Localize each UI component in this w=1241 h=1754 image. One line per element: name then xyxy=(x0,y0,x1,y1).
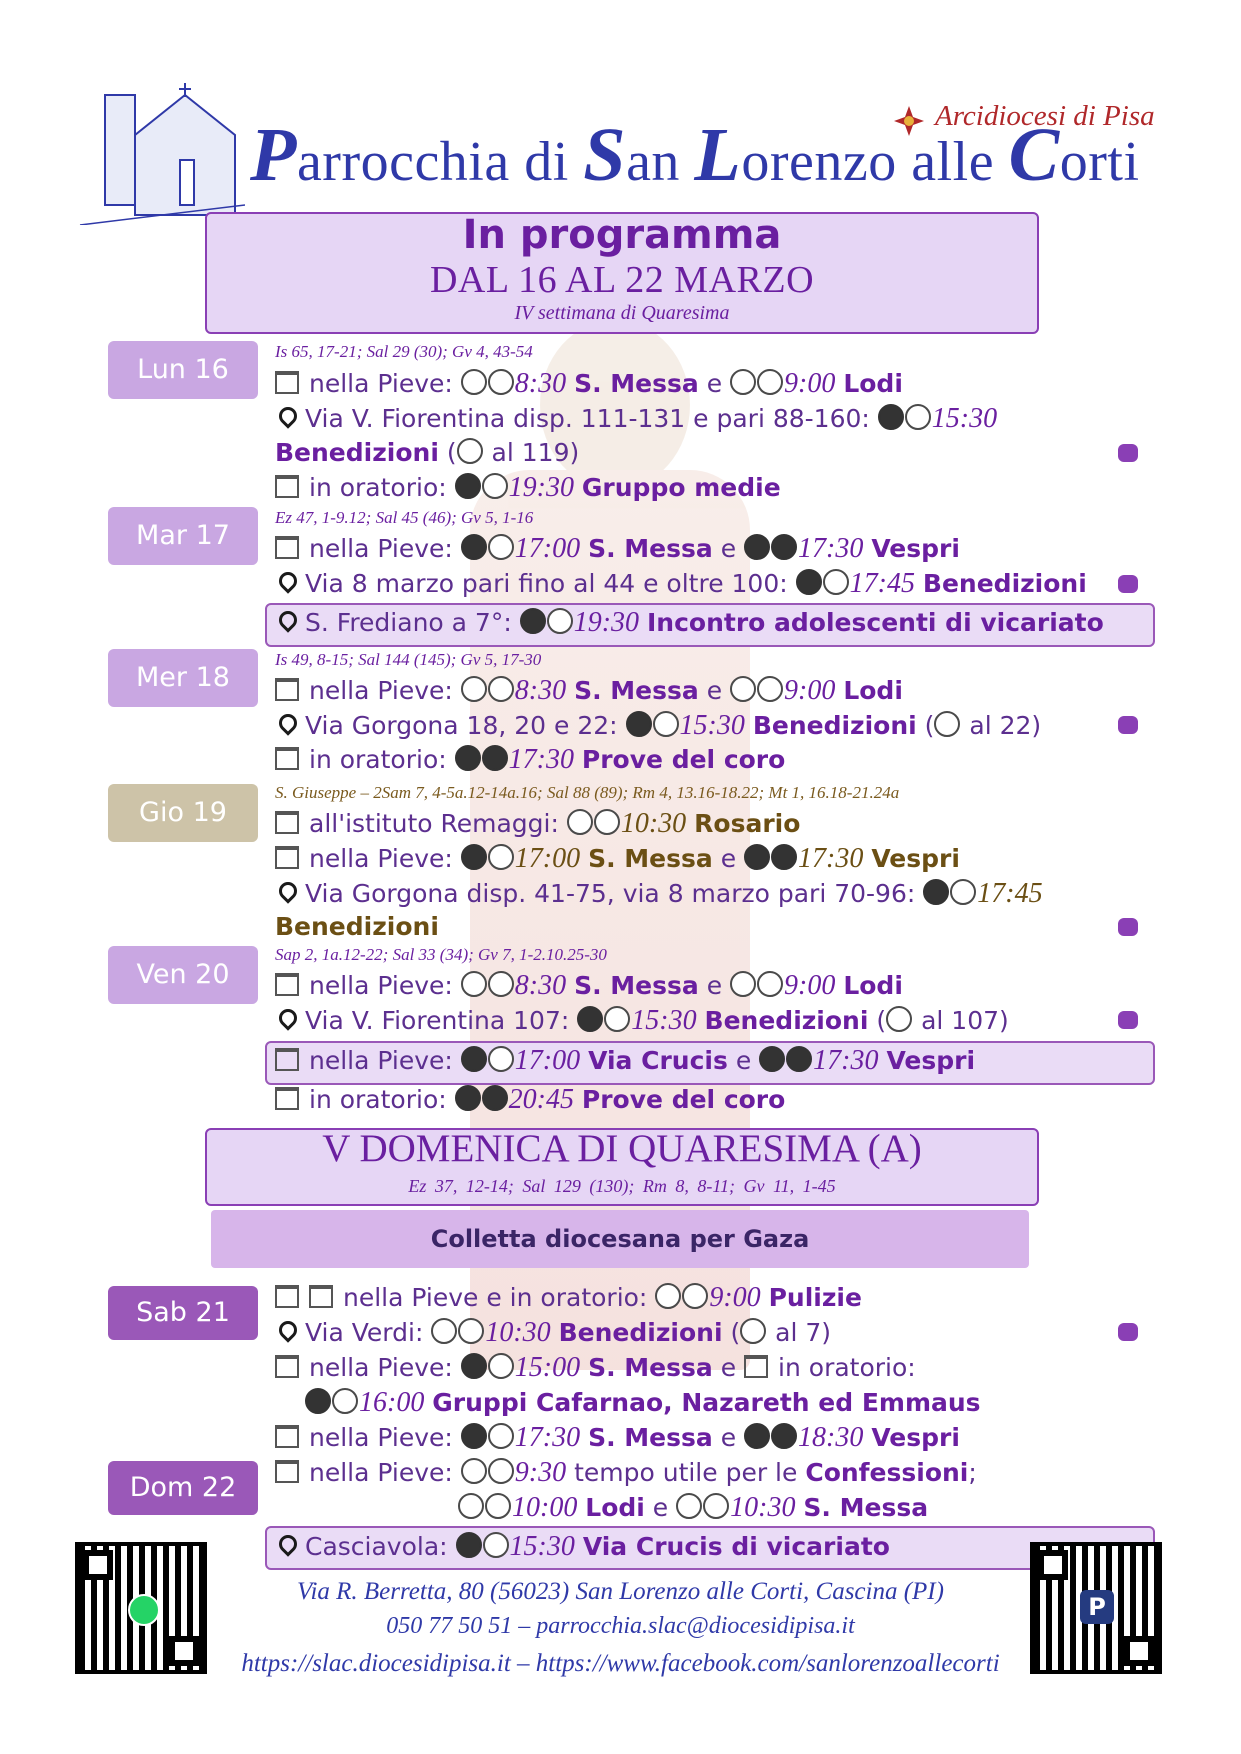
clock-icon xyxy=(461,1046,487,1072)
prayer-icon xyxy=(771,534,797,560)
event-row: nella Pieve: 8:30 S. Messa e 9:00 Lodi xyxy=(275,675,903,707)
mass-icon xyxy=(488,1353,514,1379)
clock-icon xyxy=(923,879,949,905)
clock-icon xyxy=(730,971,756,997)
new-badge-icon xyxy=(1118,1011,1138,1029)
mass-icon xyxy=(488,534,514,560)
clock-icon xyxy=(461,971,487,997)
day-label: Sab 21 xyxy=(108,1286,258,1340)
clock-icon xyxy=(455,1085,481,1111)
event-row: nella Pieve: 17:30 S. Messa e 18:30 Vespri xyxy=(275,1422,960,1454)
sunday-header-box xyxy=(205,1128,1039,1206)
church-icon xyxy=(275,1048,299,1071)
rosary-icon xyxy=(594,809,620,835)
clock-icon xyxy=(655,1283,681,1309)
choir-icon xyxy=(482,745,508,771)
prayer-icon xyxy=(757,369,783,395)
sunday-title: V DOMENICA DI QUARESIMA (A) xyxy=(322,1127,922,1170)
clock-icon xyxy=(455,745,481,771)
prayer-icon xyxy=(771,1423,797,1449)
readings: Is 65, 17-21; Sal 29 (30); Gv 4, 43-54 xyxy=(275,342,533,361)
location-pin-icon xyxy=(275,1005,300,1030)
prayer-icon xyxy=(934,711,960,737)
event-row: in oratorio: 20:45 Prove del coro xyxy=(275,1084,785,1116)
clock-icon xyxy=(458,1493,484,1519)
oratory-icon xyxy=(275,747,299,770)
clock-icon xyxy=(759,1046,785,1072)
day-label: Gio 19 xyxy=(108,784,258,842)
clock-icon xyxy=(455,473,481,499)
cross-icon xyxy=(488,1046,514,1072)
clock-icon xyxy=(878,404,904,430)
event-row: nella Pieve: 15:00 S. Messa e in oratorio: xyxy=(275,1352,916,1384)
event-row: Via 8 marzo pari fino al 44 e oltre 100: 17:45 Benedizioni xyxy=(275,568,1087,600)
location-pin-icon xyxy=(275,1531,300,1556)
church-icon xyxy=(275,1285,299,1308)
event-row: Benedizioni xyxy=(275,912,439,941)
group-icon xyxy=(332,1388,358,1414)
location-pin-icon xyxy=(275,607,300,632)
parish-contact[interactable]: 050 77 50 51 – parrocchia.slac@diocesidipisa.it xyxy=(386,1613,855,1639)
prayer-icon xyxy=(771,844,797,870)
event-row: Via Verdi: 10:30 Benedizioni ( al 7) xyxy=(275,1317,831,1349)
new-badge-icon xyxy=(1118,1323,1138,1341)
blessing-icon xyxy=(653,711,679,737)
oratory-icon xyxy=(309,1285,333,1308)
event-row: 10:00 Lodi e 10:30 S. Messa xyxy=(458,1492,928,1524)
day-label: Mer 18 xyxy=(108,649,258,707)
oratory-icon xyxy=(744,1355,768,1378)
clock-icon xyxy=(431,1318,457,1344)
cross-icon xyxy=(483,1532,509,1558)
day-label: Lun 16 xyxy=(108,341,258,399)
clock-icon xyxy=(744,844,770,870)
clock-icon xyxy=(305,1388,331,1414)
vicariate-logo-icon xyxy=(547,608,573,634)
readings: S. Giuseppe – 2Sam 7, 4-5a.12-14a.16; Sal 88 (89); Rm 4, 13.16-18.22; Mt 1, 16.18-21.24a xyxy=(275,783,900,802)
collection-banner: Colletta diocesana per Gaza xyxy=(211,1210,1029,1268)
event-row: nella Pieve: 17:00 S. Messa e 17:30 Vespri xyxy=(275,533,960,565)
prayer-icon xyxy=(786,1046,812,1072)
program-dates: DAL 16 AL 22 MARZO xyxy=(429,259,815,301)
oratory-icon xyxy=(275,475,299,498)
church-icon xyxy=(275,371,299,394)
event-row: nella Pieve: 9:30 tempo utile per le Confessioni; xyxy=(275,1457,977,1489)
group-icon xyxy=(482,473,508,499)
mass-icon xyxy=(703,1493,729,1519)
church-icon xyxy=(275,973,299,996)
blessing-icon xyxy=(950,879,976,905)
event-row: Casciavola: 15:30 Via Crucis di vicariato xyxy=(275,1531,890,1563)
confession-icon xyxy=(488,1458,514,1484)
clock-icon xyxy=(567,809,593,835)
clock-icon xyxy=(461,844,487,870)
clock-icon xyxy=(577,1006,603,1032)
event-row: in oratorio: 17:30 Prove del coro xyxy=(275,744,785,776)
day-label: Mar 17 xyxy=(108,507,258,565)
church-icon xyxy=(275,536,299,559)
clock-icon xyxy=(520,608,546,634)
clock-icon xyxy=(730,369,756,395)
mass-icon xyxy=(488,369,514,395)
event-row: S. Frediano a 7°: 19:30 Incontro adolescenti di vicariato xyxy=(275,607,1104,639)
program-header-box xyxy=(205,212,1039,334)
program-week: IV settimana di Quaresima xyxy=(514,302,730,324)
readings: Is 49, 8-15; Sal 144 (145); Gv 5, 17-30 xyxy=(275,650,542,669)
location-pin-icon xyxy=(275,403,300,428)
prayer-icon xyxy=(757,676,783,702)
church-icon xyxy=(275,1355,299,1378)
day-label: Dom 22 xyxy=(108,1461,258,1515)
readings: Ez 47, 1-9.12; Sal 45 (46); Gv 5, 1-16 xyxy=(275,508,534,527)
clock-icon xyxy=(796,569,822,595)
event-row: nella Pieve: 17:00 S. Messa e 17:30 Vespri xyxy=(275,843,960,875)
blessing-icon xyxy=(905,404,931,430)
institute-icon xyxy=(275,811,299,834)
blessing-icon xyxy=(823,569,849,595)
location-pin-icon xyxy=(275,568,300,593)
clock-icon xyxy=(461,1458,487,1484)
event-row: 16:00 Gruppi Cafarnao, Nazareth ed Emmaus xyxy=(305,1387,981,1419)
event-row: nella Pieve: 17:00 Via Crucis e 17:30 Vespri xyxy=(275,1045,975,1077)
event-row: Via V. Fiorentina disp. 111-131 e pari 88-160: 15:30 xyxy=(275,403,997,435)
church-icon xyxy=(275,846,299,869)
clock-icon xyxy=(676,1493,702,1519)
event-row: Via V. Fiorentina 107: 15:30 Benedizioni ( al 107) xyxy=(275,1005,1009,1037)
mass-icon xyxy=(488,971,514,997)
sunday-readings: Ez 37, 12-14; Sal 129 (130); Rm 8, 8-11; Gv 11, 1-45 xyxy=(408,1176,836,1196)
event-row: Benedizioni ( al 119) xyxy=(275,438,580,467)
church-icon xyxy=(275,1425,299,1448)
blessing-icon xyxy=(604,1006,630,1032)
clock-icon xyxy=(744,534,770,560)
cleaning-icon xyxy=(682,1283,708,1309)
mass-icon xyxy=(488,844,514,870)
blessing-icon xyxy=(458,1318,484,1344)
oratory-icon xyxy=(275,1087,299,1110)
new-badge-icon xyxy=(1118,575,1138,593)
location-pin-icon xyxy=(275,1317,300,1342)
parish-address: Via R. Berretta, 80 (56023) San Lorenzo alle Corti, Cascina (PI) xyxy=(297,1578,944,1605)
clock-icon xyxy=(456,1532,482,1558)
prayer-icon xyxy=(457,438,483,464)
clock-icon xyxy=(461,676,487,702)
clock-icon xyxy=(730,676,756,702)
mass-icon xyxy=(488,1423,514,1449)
new-badge-icon xyxy=(1118,716,1138,734)
new-badge-icon xyxy=(1118,918,1138,936)
event-row: Via Gorgona 18, 20 e 22: 15:30 Benedizioni ( al 22) xyxy=(275,710,1041,742)
clock-icon xyxy=(461,1423,487,1449)
parish-title: Parrocchia di San Lorenzo alle Corti xyxy=(250,113,1140,197)
program-title: In programma xyxy=(462,212,782,258)
prayer-icon xyxy=(740,1318,766,1344)
location-pin-icon xyxy=(275,878,300,903)
prayer-icon xyxy=(485,1493,511,1519)
clock-icon xyxy=(744,1423,770,1449)
day-label: Ven 20 xyxy=(108,946,258,1004)
location-pin-icon xyxy=(275,710,300,735)
church-drawing xyxy=(75,75,245,225)
clock-icon xyxy=(461,534,487,560)
mass-icon xyxy=(488,676,514,702)
paypal-icon: P xyxy=(1080,1590,1114,1624)
new-badge-icon xyxy=(1118,444,1138,462)
clock-icon xyxy=(461,1353,487,1379)
diocese-name: Arcidiocesi di Pisa xyxy=(935,100,1155,132)
clock-icon xyxy=(626,711,652,737)
event-row: nella Pieve: 8:30 S. Messa e 9:00 Lodi xyxy=(275,970,903,1002)
church-icon xyxy=(275,678,299,701)
prayer-icon xyxy=(886,1006,912,1032)
event-row: all'istituto Remaggi: 10:30 Rosario xyxy=(275,808,800,840)
event-row: Via Gorgona disp. 41-75, via 8 marzo pari 70-96: 17:45 xyxy=(275,878,1043,910)
readings: Sap 2, 1a.12-22; Sal 33 (34); Gv 7, 1-2.10.25-30 xyxy=(275,945,607,964)
prayer-icon xyxy=(757,971,783,997)
event-row: in oratorio: 19:30 Gruppo medie xyxy=(275,472,781,504)
event-row: nella Pieve: 8:30 S. Messa e 9:00 Lodi xyxy=(275,368,903,400)
event-row: nella Pieve e in oratorio: 9:00 Pulizie xyxy=(275,1282,862,1314)
clock-icon xyxy=(461,369,487,395)
parish-links[interactable]: https://slac.diocesidipisa.it – https://www.facebook.com/sanlorenzoallecorti xyxy=(241,1650,1000,1677)
church-icon xyxy=(275,1460,299,1483)
choir-icon xyxy=(482,1085,508,1111)
